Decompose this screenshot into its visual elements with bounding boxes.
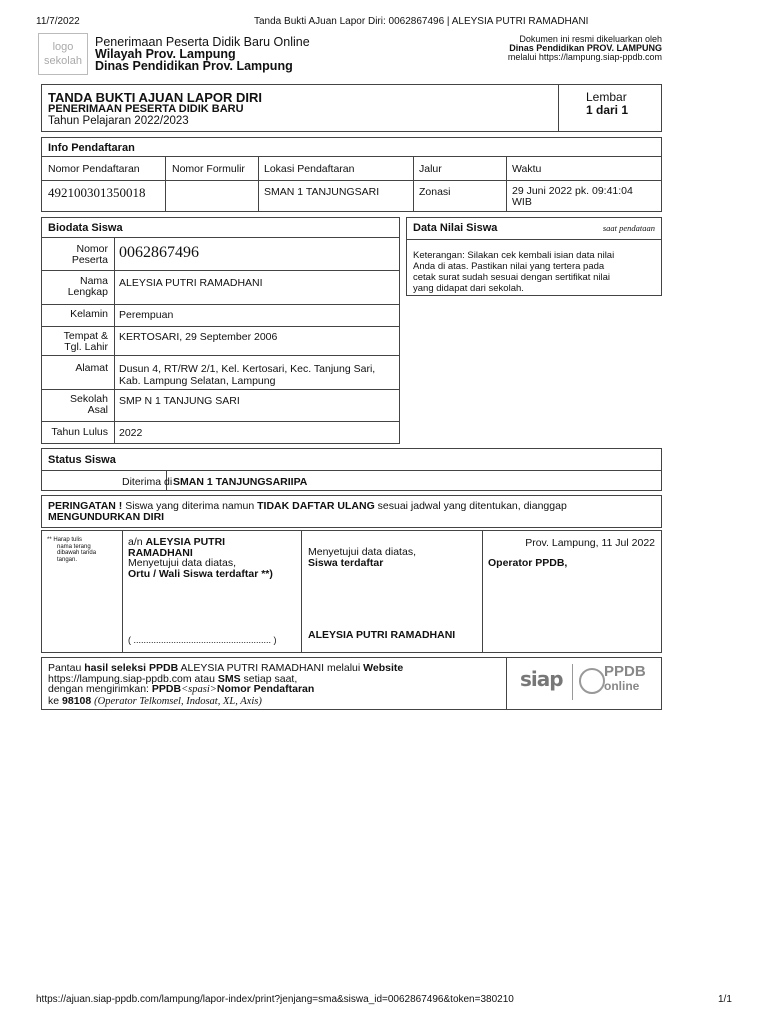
header-line-3: Dinas Pendidikan Prov. Lampung [95, 59, 293, 73]
logo-text: logo [52, 41, 74, 53]
status-label: Diterima di [122, 476, 173, 488]
info-bold: Website [363, 662, 404, 674]
status-box [41, 448, 662, 491]
note-line: ** Harap tulis [47, 537, 83, 543]
label-alamat: Alamat [75, 362, 108, 374]
label-line: Nama [79, 275, 108, 287]
alamat-value [119, 363, 375, 387]
lembar-value: 1 dari 1 [586, 103, 629, 117]
warning-part: Siswa yang diterima namun [125, 500, 255, 512]
col-nomor-formulir: Nomor Formulir [172, 163, 245, 175]
label-line: Lengkap [67, 286, 108, 299]
header-right-1: Dokumen ini resmi dikeluarkan oleh [519, 34, 662, 44]
alamat-line-1: Dusun 4, RT/RW 2/1, Kel. Kertosari, Kec. Tanjung Sari, [119, 363, 376, 375]
status-heading: Status Siswa [48, 454, 116, 466]
warning-text [48, 501, 567, 523]
warning-part: sesuai jadwal yang ditentukan, dianggap [377, 500, 567, 512]
nilai-heading: Data Nilai Siswa [413, 222, 498, 234]
keterangan-line: yang didapat dari sekolah. [413, 283, 524, 294]
header-right-3: melalui https://lampung.siap-ppdb.com [507, 52, 662, 62]
siswa-name: ALEYSIA PUTRI RAMADHANI [308, 629, 456, 641]
info-part: Pantau [48, 662, 82, 674]
header-right-2: Dinas Pendidikan PROV. LAMPUNG [509, 43, 662, 53]
keterangan-line: Keterangan: Silakan cek kembali isian data nilai [413, 250, 615, 261]
doc-title: TANDA BUKTI AJUAN LAPOR DIRI [48, 90, 263, 105]
info-part: dengan mengirimkan: [48, 683, 149, 695]
info-bold: 98108 [62, 694, 92, 707]
kelamin-value: Perempuan [119, 309, 174, 321]
logo-text-2: sekolah [44, 55, 82, 67]
keterangan-line: cetak surat sudah sesuai dengan sertifikat nilai [413, 272, 610, 283]
info-part: setiap saat, [243, 672, 298, 685]
waktu-line-1: 29 Juni 2022 pk. 09:41:04 [512, 185, 633, 197]
jalur-value: Zonasi [419, 186, 451, 198]
nama-value: ALEYSIA PUTRI RAMADHANI [119, 277, 263, 289]
info-bold: Nomor Pendaftaran [216, 683, 315, 695]
info-bold: hasil seleksi PPDB [84, 662, 179, 674]
lokasi-value: SMAN 1 TANJUNGSARI [264, 186, 380, 198]
warning-bold: PERINGATAN ! [48, 500, 123, 512]
waktu-line-2: WIB [512, 196, 532, 208]
ortu-role: Ortu / Wali Siswa terdaftar **) [128, 567, 273, 580]
logo-divider [572, 664, 573, 700]
label-line: Asal [87, 404, 108, 417]
ppdb-logo-icon [579, 668, 605, 694]
warning-bold: MENGUNDURKAN DIRI [48, 511, 165, 523]
nomor-pendaftaran-value: 492100301350018 [48, 185, 146, 200]
ortu-name-2: RAMADHANI [128, 546, 193, 559]
title-box [41, 84, 662, 132]
col-waktu: Waktu [512, 163, 542, 175]
label-line: Tempat & [63, 330, 108, 342]
print-page: 1/1 [718, 994, 732, 1005]
label-line: Tgl. Lahir [64, 341, 108, 354]
ppdb-logo-text: PPDB [604, 663, 646, 680]
sekolah-asal-value: SMP N 1 TANJUNG SARI [119, 395, 240, 407]
print-date: 11/7/2022 [36, 16, 80, 27]
bottom-info-text [48, 663, 403, 707]
label-sekolah-asal [46, 394, 108, 416]
info-heading: Info Pendaftaran [48, 142, 135, 154]
ppdb-logo-online: online [604, 679, 640, 693]
label-ttl [46, 331, 108, 353]
ttl-value: KERTOSARI, 29 September 2006 [119, 331, 278, 343]
siswa-role: Siswa terdaftar [308, 556, 384, 569]
biodata-heading: Biodata Siswa [48, 222, 123, 234]
label-tahun-lulus: Tahun Lulus [51, 426, 108, 438]
ortu-signature [128, 537, 273, 579]
label-nomor-peserta [46, 244, 108, 266]
label-line: Sekolah [70, 393, 108, 405]
waktu-value [512, 186, 633, 208]
biodata-box [41, 217, 400, 444]
keterangan-line: Anda di atas. Pastikan nilai yang tertera pada [413, 261, 605, 272]
doc-subtitle: PENERIMAAN PESERTA DIDIK BARU [48, 103, 244, 115]
nilai-box [406, 217, 662, 296]
label-kelamin: Kelamin [70, 308, 108, 320]
label-nama-lengkap [46, 276, 108, 298]
lembar-label: Lembar [586, 90, 627, 104]
warning-box [41, 495, 662, 528]
siswa-signature [308, 547, 416, 568]
tahun-lulus-value: 2022 [119, 427, 143, 439]
print-url: https://ajuan.siap-ppdb.com/lampung/lapor-index/print?jenjang=sma&siswa_id=0062867496&token=380210 [36, 994, 514, 1005]
col-jalur: Jalur [419, 163, 442, 175]
header-line-1: Penerimaan Peserta Didik Baru Online [95, 35, 310, 49]
siswa-text: Menyetujui data diatas, [308, 546, 416, 558]
doc-year: Tahun Pelajaran 2022/2023 [48, 115, 189, 127]
info-part: ALEYSIA PUTRI RAMADHANI melalui [180, 662, 361, 674]
ortu-text: Menyetujui data diatas, [128, 557, 236, 569]
ortu-prefix: a/n [128, 536, 143, 548]
label-line: Peserta [71, 254, 108, 267]
bottom-info-box [41, 657, 662, 710]
col-nomor-pendaftaran: Nomor Pendaftaran [48, 163, 140, 175]
info-part: https://lampung.siap-ppdb.com atau [48, 672, 215, 685]
info-bold: PPDB [151, 683, 182, 695]
siap-logo: siap [520, 667, 563, 691]
info-operators: (Operator Telkomsel, Indosat, XL, Axis) [94, 695, 262, 707]
nomor-peserta-value: 0062867496 [119, 244, 199, 261]
note-line: dibawah tanda [57, 550, 97, 557]
nilai-keterangan [413, 250, 614, 294]
alamat-line-2: Kab. Lampung Selatan, Lampung [119, 375, 276, 388]
warning-bold: TIDAK DAFTAR ULANG [257, 500, 375, 512]
print-title: Tanda Bukti AJuan Lapor Diri: 0062867496 | ALEYSIA PUTRI RAMADHANI [254, 16, 589, 27]
school-logo-placeholder [38, 33, 88, 75]
note-line: nama terang [57, 543, 91, 550]
ortu-name: ALEYSIA PUTRI [145, 536, 226, 548]
place-date: Prov. Lampung, 11 Jul 2022 [525, 537, 655, 549]
label-line: Nomor [76, 243, 108, 255]
info-part: ke [48, 694, 60, 707]
signature-box [41, 530, 662, 653]
status-value: SMAN 1 TANJUNGSARIIPA [173, 476, 308, 488]
info-bold: SMS [217, 672, 241, 685]
header-line-2: Wilayah Prov. Lampung [95, 47, 236, 61]
info-pendaftaran-box [41, 137, 662, 212]
note-line: tangan. [57, 556, 78, 563]
signature-note [47, 537, 96, 563]
nilai-note: saat pendataan [602, 223, 655, 233]
col-lokasi: Lokasi Pendaftaran [264, 163, 355, 175]
operator-label: Operator PPDB, [488, 557, 568, 569]
ortu-blank-line: ( ....................................................... ) [128, 635, 277, 645]
info-spasi: <spasi> [181, 684, 217, 695]
